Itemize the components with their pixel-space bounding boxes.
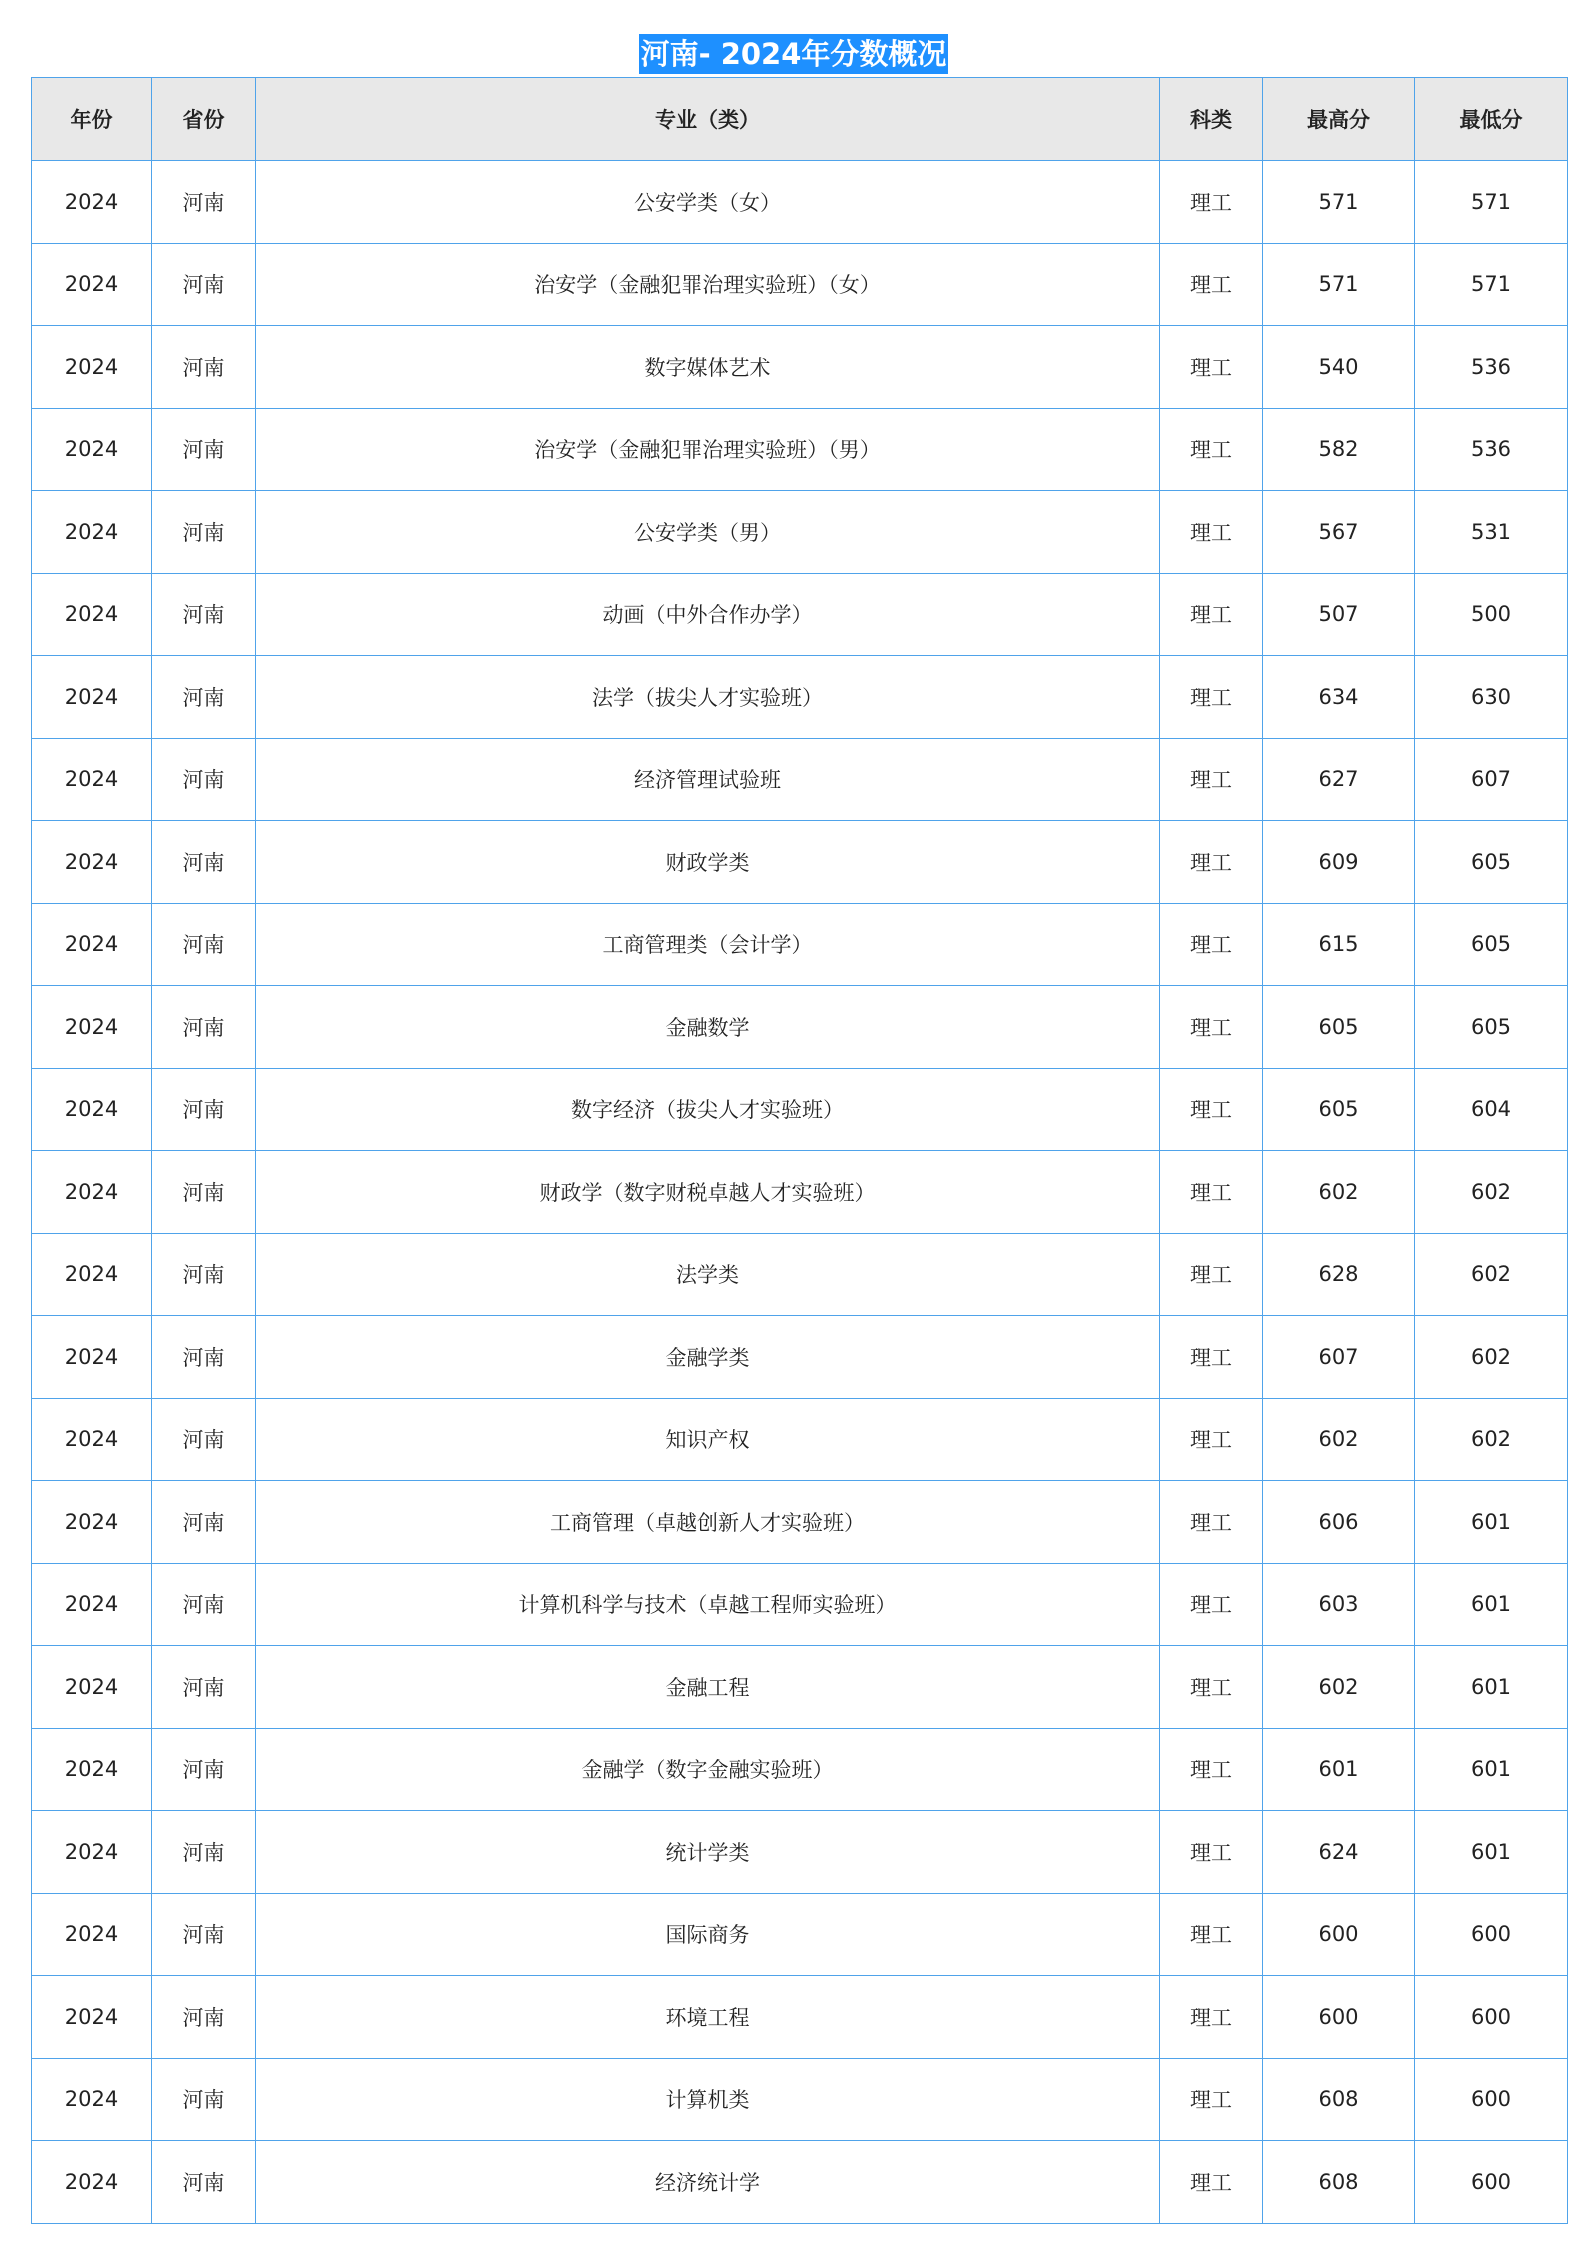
cell-major: 治安学（金融犯罪治理实验班）（男） <box>256 408 1160 491</box>
cell-category: 理工 <box>1160 408 1263 491</box>
cell-category: 理工 <box>1160 1068 1263 1151</box>
cell-province: 河南 <box>152 1481 256 1564</box>
cell-max-score: 507 <box>1263 573 1415 656</box>
cell-province: 河南 <box>152 1316 256 1399</box>
cell-min-score: 601 <box>1415 1646 1568 1729</box>
cell-year: 2024 <box>32 1563 152 1646</box>
cell-category: 理工 <box>1160 1893 1263 1976</box>
cell-major: 法学类 <box>256 1233 1160 1316</box>
cell-year: 2024 <box>32 1481 152 1564</box>
cell-province: 河南 <box>152 1151 256 1234</box>
cell-province: 河南 <box>152 1233 256 1316</box>
cell-year: 2024 <box>32 1646 152 1729</box>
cell-major: 知识产权 <box>256 1398 1160 1481</box>
cell-province: 河南 <box>152 738 256 821</box>
cell-province: 河南 <box>152 1893 256 1976</box>
cell-min-score: 604 <box>1415 1068 1568 1151</box>
cell-category: 理工 <box>1160 903 1263 986</box>
cell-year: 2024 <box>32 243 152 326</box>
table-row <box>32 1976 1568 2059</box>
cell-major: 计算机科学与技术（卓越工程师实验班） <box>256 1563 1160 1646</box>
cell-province: 河南 <box>152 408 256 491</box>
cell-major: 统计学类 <box>256 1811 1160 1894</box>
header-min-score: 最低分 <box>1415 78 1568 161</box>
header-year: 年份 <box>32 78 152 161</box>
cell-max-score: 607 <box>1263 1316 1415 1399</box>
cell-min-score: 602 <box>1415 1398 1568 1481</box>
cell-province: 河南 <box>152 1728 256 1811</box>
table-row <box>32 1646 1568 1729</box>
cell-max-score: 571 <box>1263 161 1415 244</box>
cell-max-score: 608 <box>1263 2141 1415 2224</box>
cell-province: 河南 <box>152 491 256 574</box>
table-row <box>32 1563 1568 1646</box>
table-body <box>32 161 1568 2224</box>
cell-year: 2024 <box>32 1068 152 1151</box>
table-row <box>32 1728 1568 1811</box>
cell-year: 2024 <box>32 1316 152 1399</box>
cell-major: 工商管理类（会计学） <box>256 903 1160 986</box>
table-row <box>32 1893 1568 1976</box>
cell-major: 经济管理试验班 <box>256 738 1160 821</box>
table-row <box>32 1316 1568 1399</box>
cell-year: 2024 <box>32 1233 152 1316</box>
cell-province: 河南 <box>152 1976 256 2059</box>
cell-year: 2024 <box>32 573 152 656</box>
table-row <box>32 986 1568 1069</box>
header-category: 科类 <box>1160 78 1263 161</box>
cell-max-score: 602 <box>1263 1151 1415 1234</box>
table-row <box>32 408 1568 491</box>
cell-year: 2024 <box>32 326 152 409</box>
cell-year: 2024 <box>32 1728 152 1811</box>
cell-year: 2024 <box>32 1976 152 2059</box>
cell-max-score: 603 <box>1263 1563 1415 1646</box>
table-row <box>32 903 1568 986</box>
cell-max-score: 571 <box>1263 243 1415 326</box>
cell-min-score: 605 <box>1415 821 1568 904</box>
cell-year: 2024 <box>32 986 152 1069</box>
cell-max-score: 606 <box>1263 1481 1415 1564</box>
cell-min-score: 600 <box>1415 1976 1568 2059</box>
cell-category: 理工 <box>1160 2141 1263 2224</box>
cell-min-score: 500 <box>1415 573 1568 656</box>
cell-province: 河南 <box>152 656 256 739</box>
cell-province: 河南 <box>152 243 256 326</box>
cell-province: 河南 <box>152 1068 256 1151</box>
table-row <box>32 1481 1568 1564</box>
cell-province: 河南 <box>152 1563 256 1646</box>
table-row <box>32 243 1568 326</box>
cell-province: 河南 <box>152 903 256 986</box>
cell-max-score: 582 <box>1263 408 1415 491</box>
cell-max-score: 627 <box>1263 738 1415 821</box>
table-row <box>32 1811 1568 1894</box>
table-row <box>32 161 1568 244</box>
title-bar <box>0 0 1587 77</box>
page-title: 河南- 2024年分数概况 <box>639 34 949 74</box>
cell-category: 理工 <box>1160 1728 1263 1811</box>
table-row <box>32 2141 1568 2224</box>
cell-year: 2024 <box>32 1398 152 1481</box>
cell-max-score: 540 <box>1263 326 1415 409</box>
cell-province: 河南 <box>152 326 256 409</box>
cell-category: 理工 <box>1160 1976 1263 2059</box>
cell-province: 河南 <box>152 1646 256 1729</box>
cell-major: 工商管理（卓越创新人才实验班） <box>256 1481 1160 1564</box>
table-row <box>32 1398 1568 1481</box>
cell-category: 理工 <box>1160 656 1263 739</box>
score-table <box>31 77 1568 2224</box>
cell-max-score: 615 <box>1263 903 1415 986</box>
cell-year: 2024 <box>32 821 152 904</box>
cell-year: 2024 <box>32 161 152 244</box>
cell-major: 金融学类 <box>256 1316 1160 1399</box>
cell-year: 2024 <box>32 738 152 821</box>
cell-category: 理工 <box>1160 1398 1263 1481</box>
cell-category: 理工 <box>1160 491 1263 574</box>
cell-max-score: 567 <box>1263 491 1415 574</box>
cell-year: 2024 <box>32 1151 152 1234</box>
cell-major: 公安学类（男） <box>256 491 1160 574</box>
cell-max-score: 609 <box>1263 821 1415 904</box>
cell-major: 国际商务 <box>256 1893 1160 1976</box>
cell-min-score: 602 <box>1415 1316 1568 1399</box>
cell-min-score: 536 <box>1415 326 1568 409</box>
cell-min-score: 602 <box>1415 1233 1568 1316</box>
cell-major: 数字媒体艺术 <box>256 326 1160 409</box>
cell-year: 2024 <box>32 656 152 739</box>
cell-min-score: 602 <box>1415 1151 1568 1234</box>
cell-category: 理工 <box>1160 1233 1263 1316</box>
cell-category: 理工 <box>1160 1316 1263 1399</box>
cell-category: 理工 <box>1160 1563 1263 1646</box>
cell-major: 金融数学 <box>256 986 1160 1069</box>
table-row <box>32 2058 1568 2141</box>
cell-max-score: 602 <box>1263 1398 1415 1481</box>
cell-max-score: 605 <box>1263 1068 1415 1151</box>
cell-max-score: 624 <box>1263 1811 1415 1894</box>
table-row <box>32 491 1568 574</box>
cell-category: 理工 <box>1160 243 1263 326</box>
cell-max-score: 600 <box>1263 1893 1415 1976</box>
cell-major: 计算机类 <box>256 2058 1160 2141</box>
cell-max-score: 602 <box>1263 1646 1415 1729</box>
header-major: 专业（类） <box>256 78 1160 161</box>
table-row <box>32 326 1568 409</box>
cell-year: 2024 <box>32 2058 152 2141</box>
cell-category: 理工 <box>1160 986 1263 1069</box>
table-row <box>32 821 1568 904</box>
table-row <box>32 1233 1568 1316</box>
cell-major: 财政学（数字财税卓越人才实验班） <box>256 1151 1160 1234</box>
header-province: 省份 <box>152 78 256 161</box>
cell-category: 理工 <box>1160 738 1263 821</box>
cell-min-score: 531 <box>1415 491 1568 574</box>
cell-max-score: 601 <box>1263 1728 1415 1811</box>
header-max-score: 最高分 <box>1263 78 1415 161</box>
cell-max-score: 608 <box>1263 2058 1415 2141</box>
cell-category: 理工 <box>1160 1151 1263 1234</box>
cell-major: 治安学（金融犯罪治理实验班）（女） <box>256 243 1160 326</box>
cell-min-score: 607 <box>1415 738 1568 821</box>
cell-province: 河南 <box>152 2058 256 2141</box>
cell-major: 公安学类（女） <box>256 161 1160 244</box>
table-row <box>32 1151 1568 1234</box>
cell-category: 理工 <box>1160 573 1263 656</box>
cell-min-score: 601 <box>1415 1481 1568 1564</box>
cell-province: 河南 <box>152 821 256 904</box>
cell-major: 环境工程 <box>256 1976 1160 2059</box>
cell-category: 理工 <box>1160 1811 1263 1894</box>
cell-major: 财政学类 <box>256 821 1160 904</box>
cell-category: 理工 <box>1160 821 1263 904</box>
cell-province: 河南 <box>152 573 256 656</box>
cell-major: 金融工程 <box>256 1646 1160 1729</box>
cell-major: 经济统计学 <box>256 2141 1160 2224</box>
cell-year: 2024 <box>32 903 152 986</box>
cell-min-score: 630 <box>1415 656 1568 739</box>
cell-min-score: 605 <box>1415 986 1568 1069</box>
cell-year: 2024 <box>32 1811 152 1894</box>
cell-category: 理工 <box>1160 2058 1263 2141</box>
cell-major: 金融学（数字金融实验班） <box>256 1728 1160 1811</box>
cell-province: 河南 <box>152 1811 256 1894</box>
cell-province: 河南 <box>152 2141 256 2224</box>
cell-category: 理工 <box>1160 1481 1263 1564</box>
cell-year: 2024 <box>32 408 152 491</box>
cell-min-score: 601 <box>1415 1563 1568 1646</box>
table-row <box>32 656 1568 739</box>
cell-province: 河南 <box>152 986 256 1069</box>
cell-year: 2024 <box>32 1893 152 1976</box>
cell-max-score: 628 <box>1263 1233 1415 1316</box>
cell-max-score: 634 <box>1263 656 1415 739</box>
cell-min-score: 601 <box>1415 1728 1568 1811</box>
cell-major: 数字经济（拔尖人才实验班） <box>256 1068 1160 1151</box>
table-header-row <box>32 78 1568 161</box>
cell-province: 河南 <box>152 161 256 244</box>
cell-max-score: 605 <box>1263 986 1415 1069</box>
cell-max-score: 600 <box>1263 1976 1415 2059</box>
cell-min-score: 601 <box>1415 1811 1568 1894</box>
cell-year: 2024 <box>32 2141 152 2224</box>
cell-year: 2024 <box>32 491 152 574</box>
cell-min-score: 571 <box>1415 243 1568 326</box>
cell-min-score: 600 <box>1415 1893 1568 1976</box>
cell-major: 动画（中外合作办学） <box>256 573 1160 656</box>
cell-min-score: 600 <box>1415 2141 1568 2224</box>
table-row <box>32 738 1568 821</box>
cell-min-score: 600 <box>1415 2058 1568 2141</box>
cell-min-score: 571 <box>1415 161 1568 244</box>
cell-province: 河南 <box>152 1398 256 1481</box>
cell-major: 法学（拔尖人才实验班） <box>256 656 1160 739</box>
table-row <box>32 1068 1568 1151</box>
table-row <box>32 573 1568 656</box>
cell-min-score: 536 <box>1415 408 1568 491</box>
cell-min-score: 605 <box>1415 903 1568 986</box>
cell-category: 理工 <box>1160 1646 1263 1729</box>
cell-category: 理工 <box>1160 161 1263 244</box>
cell-category: 理工 <box>1160 326 1263 409</box>
